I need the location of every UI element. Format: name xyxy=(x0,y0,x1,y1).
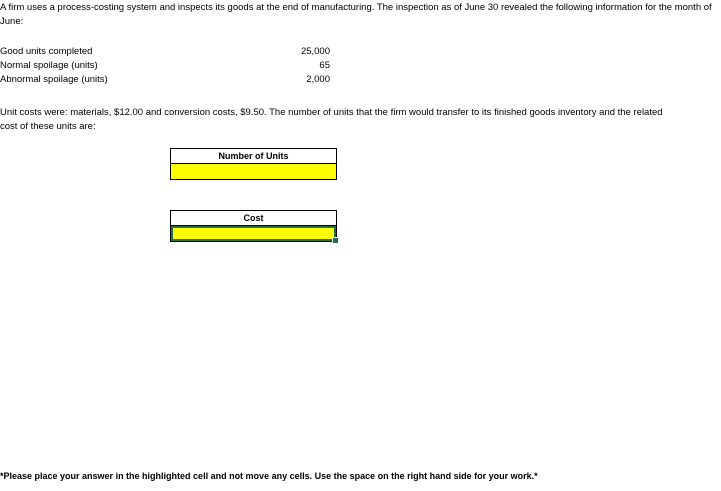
cost-box xyxy=(170,210,337,242)
instructions-footer: *Please place your answer in the highlighted cell and not move any cells. Use the space on the right hand side for your work.* xyxy=(0,471,538,481)
number-of-units-box xyxy=(170,148,337,180)
normal-spoilage-value: 65 xyxy=(319,60,330,71)
number-of-units-header: Number of Units xyxy=(171,149,336,164)
normal-spoilage-label: Normal spoilage (units) xyxy=(0,60,98,71)
number-of-units-answer-cell[interactable] xyxy=(171,164,336,179)
unit-costs-paragraph: Unit costs were: materials, $12.00 and conversion costs, $9.50. The number of units that the firm would transfer to its finished goods inventory and the related cost of these units are: xyxy=(0,107,663,132)
good-units-value: 25,000 xyxy=(300,46,330,57)
abnormal-spoilage-value: 2,000 xyxy=(306,74,330,85)
good-units-label: Good units completed xyxy=(0,46,93,57)
fill-handle[interactable] xyxy=(332,237,339,244)
cost-answer-cell[interactable] xyxy=(171,226,336,241)
abnormal-spoilage-label: Abnormal spoilage (units) xyxy=(0,74,108,85)
problem-intro: A firm uses a process-costing system and inspects its goods at the end of manufacturing. The inspection as of June 30 revealed the following information for the month of June: xyxy=(0,2,712,27)
cost-header: Cost xyxy=(171,211,336,226)
